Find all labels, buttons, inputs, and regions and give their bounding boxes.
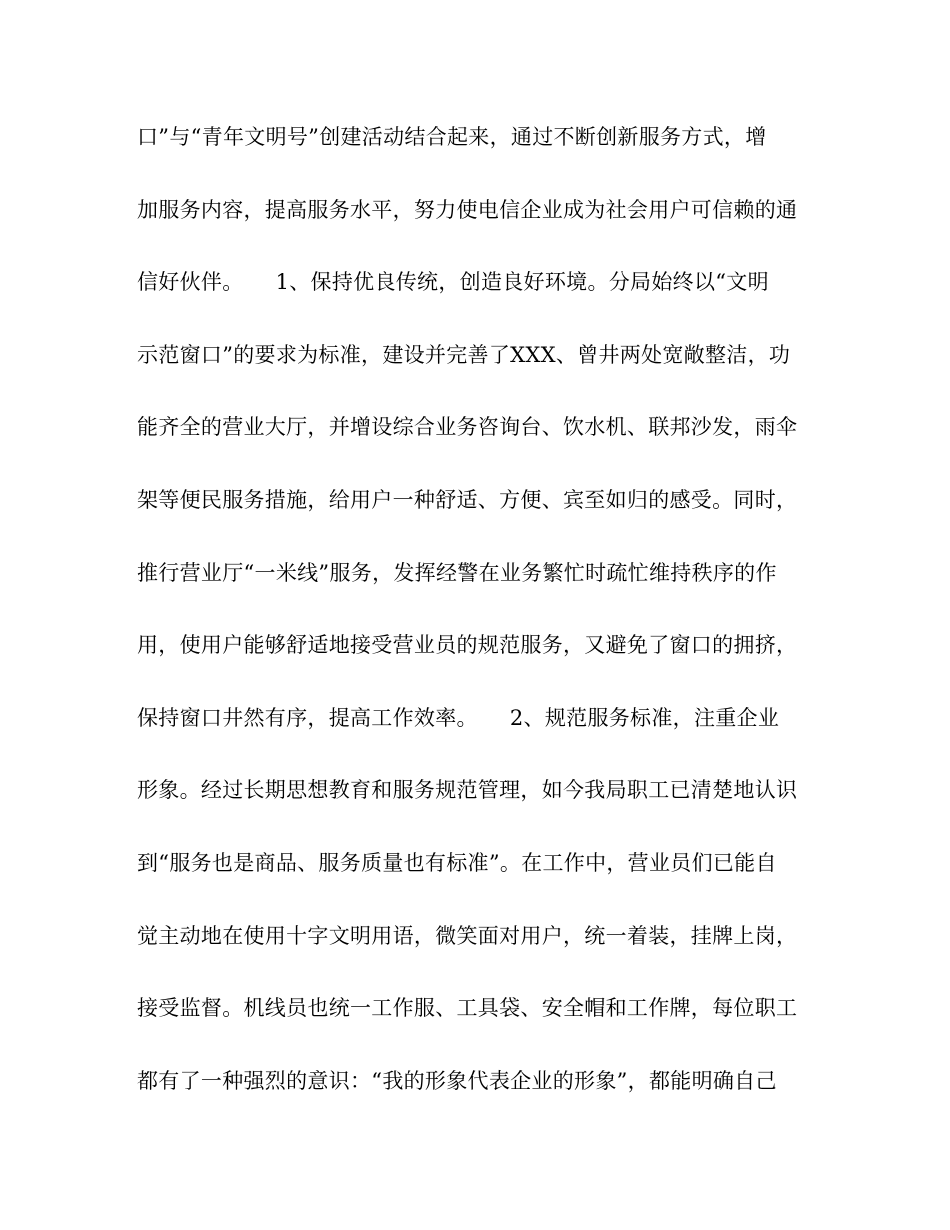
text-line: 加服务内容，提高服务水平，努力使电信企业成为社会用户可信赖的通	[137, 197, 798, 222]
text-line: 示范窗口”的要求为标准，建设并完善了XXX、曾井两处宽敞整洁，功	[137, 342, 791, 367]
text-line: 推行营业厅“一米线”服务，发挥经警在业务繁忙时疏忙维持秩序的作	[137, 560, 777, 585]
text-line: 形象。经过长期思想教育和服务规范管理，如今我局职工已清楚地认识	[137, 778, 798, 803]
text-line: 口”与“青年文明号”创建活动结合起来，通过不断创新服务方式，增	[137, 125, 767, 149]
document-body	[137, 125, 827, 1141]
text-line: 能齐全的营业大厅，并增设综合业务咨询台、饮水机、联邦沙发，雨伞	[137, 415, 798, 440]
text-line: 用，使用户能够舒适地接受营业员的规范服务，又避免了窗口的拥挤，	[137, 633, 798, 658]
text-line: 都有了一种强烈的意识：“我的形象代表企业的形象”，都能明确自己	[137, 1068, 777, 1093]
text-line: 架等便民服务措施，给用户一种舒适、方便、宾至如归的感受。同时，	[137, 487, 798, 512]
text-line: 保持窗口井然有序，提高工作效率。 2、规范服务标准，注重企业	[137, 705, 780, 730]
text-line: 到“服务也是商品、服务质量也有标准”。在工作中，营业员们已能自	[137, 850, 777, 875]
text-line: 接受监督。机线员也统一工作服、工具袋、安全帽和工作牌，每位职工	[137, 996, 798, 1021]
text-line: 信好伙伴。 1、保持优良传统，创造良好环境。分局始终以“文明	[137, 270, 769, 295]
text-line: 觉主动地在使用十字文明用语，微笑面对用户，统一着装，挂牌上岗，	[137, 923, 798, 948]
